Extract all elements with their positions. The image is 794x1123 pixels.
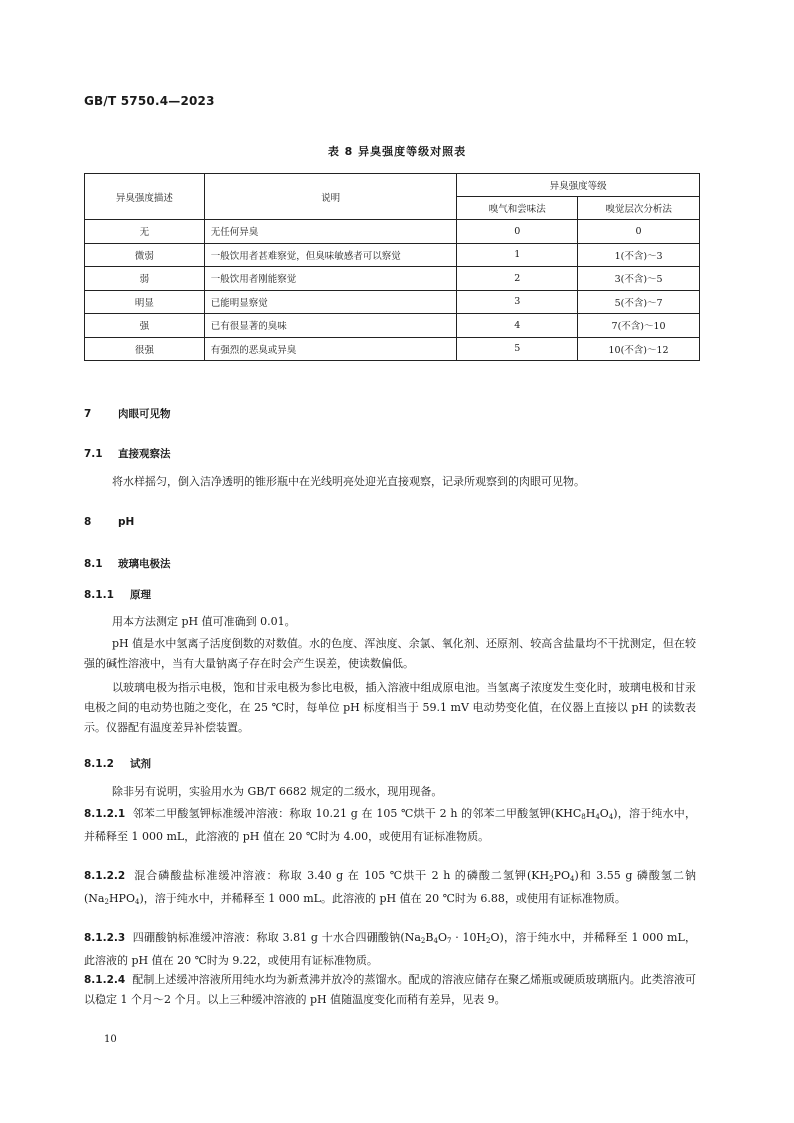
item-text: )，溶于纯水中，并稀释至 1 000 mL，此溶液的 pH 值在 20 ℃时为 4.00，或使用有证标准物质。 — [84, 807, 696, 843]
item-text: PO — [553, 869, 570, 882]
item-number: 8.1.2.3 — [84, 932, 126, 944]
cell-grade2: 5(不含)～7 — [578, 290, 700, 314]
col-header-method2: 嗅觉层次分析法 — [578, 197, 700, 220]
subscript: 2 — [549, 875, 554, 883]
section-7-heading — [84, 406, 171, 421]
page-number: 10 — [104, 1034, 117, 1045]
section-title: 原理 — [130, 589, 151, 601]
odor-intensity-table — [84, 173, 700, 361]
item-text: 邻苯二甲酸氢钾标准缓冲溶液：称取 10.21 g 在 105 ℃烘干 2 h 的邻苯二甲酸氢钾(KHC — [132, 807, 582, 820]
section-number: 7 — [84, 408, 92, 420]
cell-grade2: 10(不含)～12 — [578, 337, 700, 361]
section-title: 玻璃电极法 — [118, 558, 171, 570]
subscript: 7 — [446, 937, 452, 945]
table-row — [85, 267, 700, 291]
table-caption: 表 8 异臭强度等级对照表 — [327, 145, 467, 158]
standard-number-header: GB/T 5750.4—2023 — [84, 94, 215, 108]
section-title: 试剂 — [130, 758, 151, 770]
section-number: 7.1 — [84, 448, 103, 460]
subscript: 8 — [581, 813, 586, 821]
cell-grade2: 0 — [578, 220, 700, 244]
item-8-1-2-1 — [84, 804, 696, 847]
cell-desc: 无 — [85, 220, 205, 244]
item-8-1-2-2 — [84, 866, 696, 912]
subscript: 4 — [569, 875, 575, 883]
item-text: B — [425, 931, 434, 944]
section-8-heading — [84, 516, 134, 528]
item-text: 四硼酸钠标准缓冲溶液：称取 3.81 g 十水合四硼酸钠(Na — [132, 931, 421, 944]
cell-grade1: 5 — [457, 337, 578, 361]
section-number: 8.1.2 — [84, 758, 114, 770]
item-text: H — [585, 807, 596, 820]
item-8-1-2-4 — [84, 970, 696, 1010]
section-number: 8 — [84, 516, 92, 528]
item-text: 配制上述缓冲溶液所用纯水均为新煮沸并放冷的蒸馏水。配成的溶液应储存在聚乙烯瓶或硬质玻璃瓶内。此类溶液可以稳定 1 个月～2 个月。以上三种缓冲溶液的 pH 值随温度变化而稍有差异，见表 9。 — [84, 973, 696, 1006]
section-number: 8.1 — [84, 558, 103, 570]
subscript: 4 — [134, 898, 140, 906]
cell-note: 一般饮用者甚难察觉，但臭味敏感者可以察觉 — [204, 243, 457, 267]
item-number: 8.1.2.4 — [84, 974, 126, 986]
subscript: 2 — [420, 937, 426, 945]
section-7-1-heading — [84, 446, 171, 461]
paragraph-8-1-2: 除非另有说明，实验用水为 GB/T 6682 规定的二级水，现用现备。 — [112, 785, 443, 798]
section-title: pH — [118, 516, 135, 528]
cell-grade2: 7(不含)～10 — [578, 314, 700, 338]
table-row — [85, 314, 700, 338]
section-number: 8.1.1 — [84, 589, 114, 601]
cell-desc: 强 — [85, 314, 205, 338]
item-text: )，溶于纯水中，并稀释至 1 000 mL。此溶液的 pH 值在 20 ℃时为 6.88，或使用有证标准物质。 — [139, 892, 626, 905]
col-header-method1: 嗅气和尝味法 — [457, 197, 578, 220]
item-number: 8.1.2.2 — [84, 870, 126, 882]
table-row — [85, 243, 700, 267]
item-text: O — [599, 807, 609, 820]
paragraph-8-1-1-b: pH 值是水中氢离子活度倒数的对数值。水的色度、浑浊度、余氯、氧化剂、还原剂、较高含盐量均不干扰测定，但在较强的碱性溶液中，当有大量钠离子存在时会产生误差，使读数偏低。 — [84, 637, 696, 670]
cell-grade1: 3 — [457, 290, 578, 314]
cell-note: 一般饮用者刚能察觉 — [204, 267, 457, 291]
cell-desc: 明显 — [85, 290, 205, 314]
col-header-note: 说明 — [204, 174, 457, 220]
item-text: O — [437, 931, 447, 944]
cell-note: 已有很显著的臭味 — [204, 314, 457, 338]
item-text: · 10H — [451, 931, 487, 944]
item-text: )和 3.55 g 磷酸氢二钠(Na — [84, 869, 696, 905]
cell-desc: 微弱 — [85, 243, 205, 267]
paragraph-8-1-1-a: 用本方法测定 pH 值可准确到 0.01。 — [112, 615, 296, 628]
cell-note: 无任何异臭 — [204, 220, 457, 244]
table-row — [85, 290, 700, 314]
cell-grade2: 1(不含)～3 — [578, 243, 700, 267]
item-text: O)，溶于纯水中，并稀释至 1 000 mL，此溶液的 pH 值在 20 ℃时为 9.22，或使用有证标准物质。 — [84, 931, 696, 967]
item-8-1-2-3 — [84, 928, 696, 971]
cell-grade2: 3(不含)～5 — [578, 267, 700, 291]
section-title: 肉眼可见物 — [118, 408, 171, 420]
table-row — [85, 220, 700, 244]
subscript: 2 — [486, 937, 491, 945]
subscript: 4 — [595, 813, 600, 821]
cell-desc: 弱 — [85, 267, 205, 291]
cell-note: 有强烈的恶臭或异臭 — [204, 337, 457, 361]
cell-desc: 很强 — [85, 337, 205, 361]
cell-grade1: 4 — [457, 314, 578, 338]
col-header-desc: 异臭强度描述 — [85, 174, 205, 220]
cell-note: 已能明显察觉 — [204, 290, 457, 314]
table-row — [85, 337, 700, 361]
section-8-1-1-heading — [84, 587, 151, 602]
col-header-grade: 异臭强度等级 — [457, 174, 700, 197]
cell-grade1: 0 — [457, 220, 578, 244]
cell-grade1: 2 — [457, 267, 578, 291]
subscript: 4 — [433, 937, 438, 945]
item-text: HPO — [108, 892, 135, 905]
cell-grade1: 1 — [457, 243, 578, 267]
subscript: 4 — [608, 813, 614, 821]
paragraph-7-1: 将水样摇匀，倒入洁净透明的锥形瓶中在光线明亮处迎光直接观察，记录所观察到的肉眼可见物。 — [112, 475, 585, 488]
section-title: 直接观察法 — [118, 448, 171, 460]
item-text: 混合磷酸盐标准缓冲溶液：称取 3.40 g 在 105 ℃烘干 2 h 的磷酸二氢钾(KH — [134, 869, 550, 882]
paragraph-8-1-1-c: 以玻璃电极为指示电极，饱和甘汞电极为参比电极，插入溶液中组成原电池。当氢离子浓度发生变化时，玻璃电极和甘汞电极之间的电动势也随之变化，在 25 ℃时，每单位 pH 标度相当于 59.1 mV 电动势变化值，在仪器上直接以 pH 的读数表示。仪器配有温度差异补偿装置。 — [84, 681, 696, 734]
section-8-1-heading — [84, 556, 171, 571]
section-8-1-2-heading — [84, 756, 151, 771]
subscript: 2 — [104, 898, 109, 906]
item-number: 8.1.2.1 — [84, 808, 126, 820]
